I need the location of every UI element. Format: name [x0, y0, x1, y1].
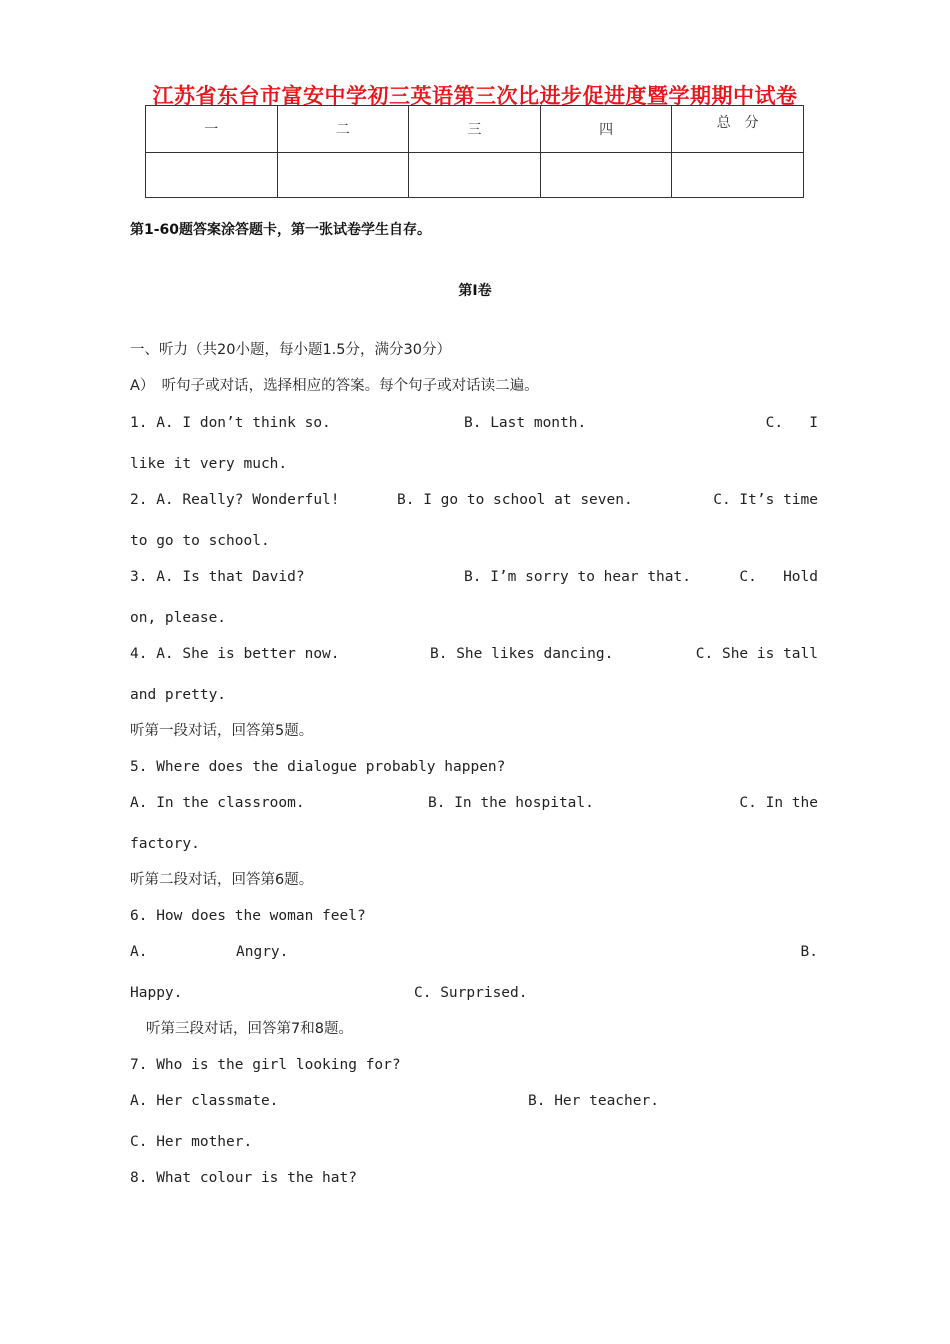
q6-option-a-label: A.	[130, 944, 148, 960]
q1-option-c-continued: like it very much.	[130, 456, 288, 472]
score-header-total: 总 分	[672, 106, 804, 153]
q2-option-b: B. I go to school at seven.	[397, 492, 633, 508]
q1-option-b: B. Last month.	[464, 415, 587, 431]
q5-option-c-continued: factory.	[130, 836, 200, 852]
question-2-options	[130, 491, 818, 509]
q3-option-b: B. I’m sorry to hear that.	[464, 569, 691, 585]
q7-stem: 7. Who is the girl looking for?	[130, 1057, 401, 1073]
q6-stem: 6. How does the woman feel?	[130, 908, 366, 924]
q5-stem: 5. Where does the dialogue probably happen?	[130, 759, 506, 775]
q3-option-c: C. Hold	[739, 569, 818, 585]
q4-option-b: B. She likes dancing.	[430, 646, 614, 662]
q7-option-b: B. Her teacher.	[528, 1093, 659, 1109]
dialogue-3-instruction: 听第三段对话，回答第7和8题。	[146, 1021, 353, 1037]
q2-option-a: 2. A. Really? Wonderful!	[130, 492, 340, 508]
q6-option-b-text: Happy.	[130, 985, 183, 1001]
q5-option-b: B. In the hospital.	[428, 795, 594, 811]
score-header-2: 二	[277, 106, 409, 153]
score-header-4: 四	[540, 106, 672, 153]
q8-stem: 8. What colour is the hat?	[130, 1170, 357, 1186]
q4-option-c: C. She is tall	[695, 646, 818, 662]
q1-option-a: 1. A. I don’t think so.	[130, 415, 331, 431]
answer-sheet-note: 第1-60题答案涂答题卡，第一张试卷学生自存。	[130, 222, 432, 238]
score-cell-3	[409, 153, 541, 198]
score-cell-total	[672, 153, 804, 198]
dialogue-2-instruction: 听第二段对话，回答第6题。	[130, 872, 314, 888]
q6-option-a-text: Angry.	[236, 944, 289, 960]
question-3-options	[130, 568, 818, 586]
q1-option-c: C. I	[765, 415, 818, 431]
q6-option-b-label: B.	[800, 944, 818, 960]
q6-option-c: C. Surprised.	[414, 985, 528, 1001]
section-one-heading: 一、听力（共20小题，每小题1.5分，满分30分）	[130, 342, 451, 358]
score-cell-2	[277, 153, 409, 198]
question-1-options	[130, 414, 818, 432]
volume-heading: 第Ⅰ卷	[458, 283, 492, 299]
q4-option-c-continued: and pretty.	[130, 687, 227, 703]
q4-option-a: 4. A. She is better now.	[130, 646, 340, 662]
part-a-instruction: A） 听句子或对话，选择相应的答案。每个句子或对话读二遍。	[130, 378, 539, 394]
score-table-blank-row	[146, 153, 804, 198]
q7-option-a: A. Her classmate.	[130, 1093, 279, 1109]
score-cell-1	[146, 153, 278, 198]
dialogue-1-instruction: 听第一段对话，回答第5题。	[130, 723, 314, 739]
q5-option-c: C. In the	[739, 795, 818, 811]
score-cell-4	[540, 153, 672, 198]
q3-option-a: 3. A. Is that David?	[130, 569, 305, 585]
question-4-options	[130, 645, 818, 663]
q2-option-c-continued: to go to school.	[130, 533, 270, 549]
q3-option-c-continued: on, please.	[130, 610, 227, 626]
q5-option-a: A. In the classroom.	[130, 795, 305, 811]
score-table	[145, 105, 804, 198]
question-5-options	[130, 794, 818, 812]
question-6-options-continued	[130, 984, 818, 1002]
question-7-options	[130, 1092, 818, 1110]
score-header-3: 三	[409, 106, 541, 153]
question-6-options	[130, 943, 818, 961]
score-table-header-row	[146, 106, 804, 153]
exam-title: 江苏省东台市富安中学初三英语第三次比进步促进度暨学期期中试卷	[152, 84, 798, 108]
score-header-1: 一	[146, 106, 278, 153]
q2-option-c: C. It’s time	[713, 492, 818, 508]
q7-option-c: C. Her mother.	[130, 1134, 253, 1150]
